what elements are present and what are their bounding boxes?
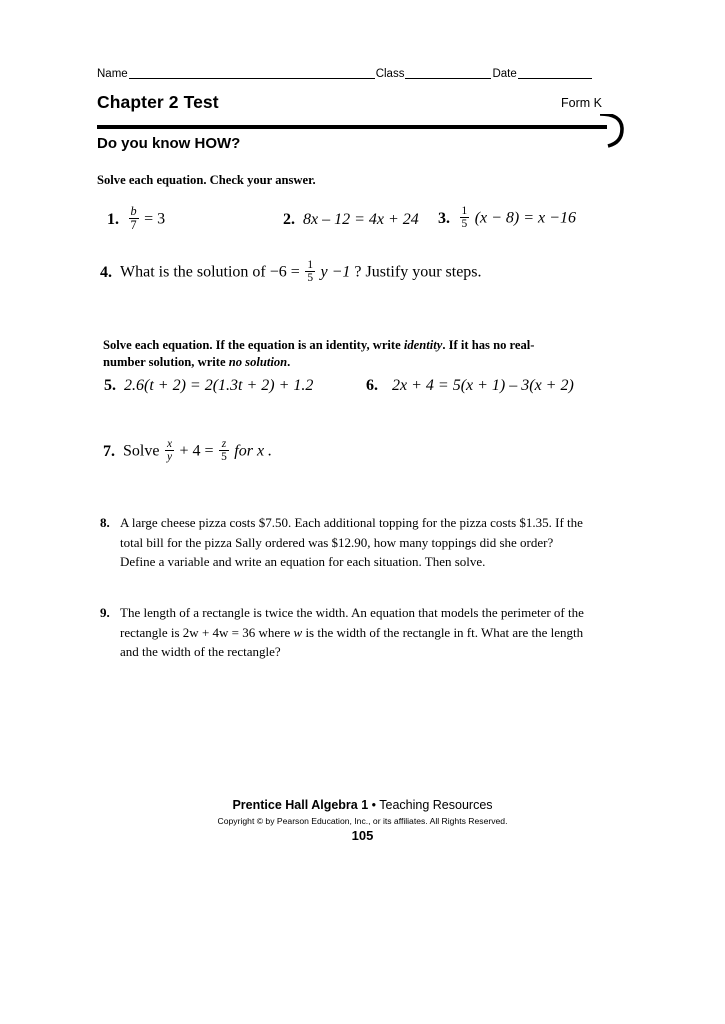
question-6-body: 2x + 4 = 5(x + 1) – 3(x + 2)	[392, 377, 574, 394]
question-9-body	[120, 603, 593, 662]
question-7-number: 7.	[103, 442, 115, 460]
instruction-solve-check: Solve each equation. Check your answer.	[97, 173, 316, 187]
question-2	[283, 211, 419, 229]
question-7-post: for x .	[234, 442, 273, 460]
instruction-identity-part-a: Solve each equation. If the equation is an identity, write	[103, 338, 404, 352]
class-label: Class	[375, 68, 405, 80]
question-4-pre: What is the solution of −6 =	[120, 263, 300, 281]
question-3	[438, 205, 576, 231]
question-6-number: 6.	[366, 377, 378, 394]
question-1	[107, 205, 165, 232]
question-8-body: A large cheese pizza costs $7.50. Each additional topping for the pizza costs $1.35. If the total bill for the pizza Sally ordered was $12.90, how many toppings did she order? Define a variable and write an equation for each situation. Then solve.	[120, 515, 583, 569]
question-7-mid: + 4 =	[179, 442, 214, 460]
question-3-number: 3.	[438, 209, 450, 227]
question-9-text-a: The length of a rectangle is twice the width. An equation that models the perimeter of the rectangle is 2w + 4w = 36 where	[120, 605, 584, 640]
question-8-number: 8.	[100, 515, 110, 530]
question-7-fraction-1: $\frac{x}{y}$	[166, 438, 173, 464]
question-4-number: 4.	[100, 263, 112, 281]
footer-title-rest: • Teaching Resources	[368, 798, 493, 812]
question-3-fraction: $\frac{1}{5}$	[461, 205, 468, 231]
instruction-nosolution-word: no solution	[228, 354, 288, 369]
question-3-body	[458, 205, 576, 231]
question-1-body	[127, 205, 165, 232]
footer-title-bold: Prentice Hall Algebra 1	[232, 798, 369, 812]
instruction-identity-word: identity	[403, 338, 443, 352]
question-4-post: ? Justify your steps.	[354, 263, 482, 281]
question-4-mid: y −1	[320, 263, 351, 281]
question-9-variable: w	[293, 624, 303, 640]
instruction-identity-part-c: .	[287, 354, 291, 369]
form-label: Form K	[561, 96, 602, 110]
question-9	[100, 603, 593, 662]
question-7-pre: Solve	[123, 442, 160, 460]
instruction-identity-part-b: . If it has no real-number solution, write	[103, 338, 535, 369]
page-title: Chapter 2 Test	[97, 92, 219, 112]
question-1-fraction: $\frac{b}{7}$	[130, 204, 137, 233]
question-9-text-b: is the width of the rectangle in ft. What are the length and the width of the rectangle?	[120, 624, 584, 659]
instruction-identity	[103, 337, 573, 370]
question-4-fraction: $\frac{1}{5}$	[307, 259, 314, 285]
question-4-body	[120, 259, 482, 285]
question-7-body	[123, 438, 272, 464]
question-3-tail: (x − 8) = x −16	[474, 209, 576, 227]
question-5	[104, 377, 313, 395]
student-info-line	[97, 60, 617, 80]
question-5-number: 5.	[104, 377, 116, 394]
question-7-fraction-2: $\frac{z}{5}$	[221, 438, 227, 464]
question-2-body: 8x – 12 = 4x + 24	[303, 211, 419, 228]
question-2-number: 2.	[283, 211, 295, 228]
title-divider-curl-icon	[600, 114, 630, 148]
page-number: 105	[351, 828, 374, 843]
question-1-number: 1.	[107, 210, 119, 228]
date-label: Date	[492, 68, 517, 80]
question-7	[103, 438, 272, 464]
question-1-rhs: = 3	[144, 210, 166, 228]
question-4	[100, 259, 482, 285]
footer-copyright: Copyright © by Pearson Education, Inc., or its affiliates. All Rights Reserved.	[217, 816, 508, 826]
date-blank[interactable]	[518, 67, 592, 79]
question-8	[100, 513, 587, 572]
title-divider	[97, 125, 607, 129]
section-heading: Do you know HOW?	[97, 135, 241, 152]
name-label: Name	[97, 68, 128, 80]
footer-title	[0, 798, 725, 812]
question-5-body: 2.6(t + 2) = 2(1.3t + 2) + 1.2	[124, 377, 314, 394]
class-blank[interactable]	[405, 67, 491, 79]
name-blank[interactable]	[129, 67, 375, 79]
question-9-number: 9.	[100, 605, 110, 620]
question-6	[366, 377, 574, 395]
